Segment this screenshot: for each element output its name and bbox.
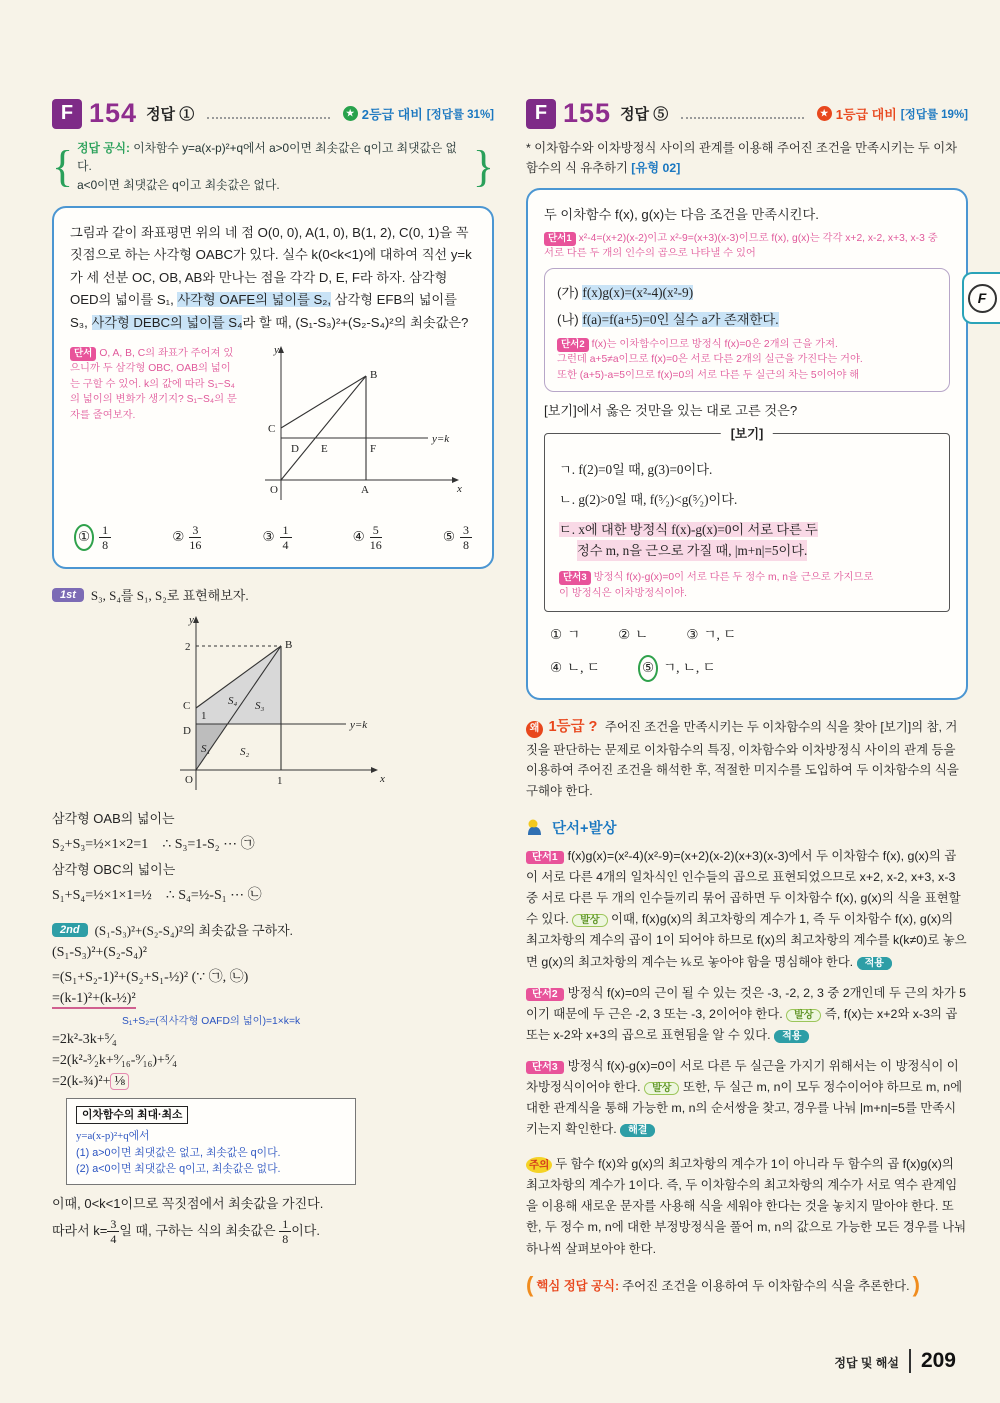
maxmin-box-title: 이차함수의 최대·최소 [76,1106,188,1124]
column-problem-154 [52,98,494,1296]
problem-155-box [526,188,968,700]
label-C: C [267,423,275,436]
dotted-leader [207,108,330,119]
jeokyong-badge: 적용 [857,957,892,970]
label-D: D [290,443,299,456]
hint-section-header [526,817,968,838]
choice-4-number: ④ [352,529,365,545]
problem-155-header [526,98,968,129]
problem-coordinate-graph [243,340,468,510]
answer-formula-box [52,139,494,194]
problem-seg-1: 그림과 같이 좌표평면 위의 네 점 O(0, 0), A(1, 0), B(1, 2), C(0, 1)을 꼭짓점으로 하는 사각형 OABC가 있다. 실수 k(0<k<1)에 대하여 직선 y=k가 세 선분 OC, OB, AB와 만나는 점을 각각 D, E, F라 하자. 삼각형 OED의 넓이를 S₁, [70,224,472,308]
choice-5: ⑤ ㄱ, ㄴ, ㄷ [638,655,716,682]
conclusion-line-2: 따라서 k= $\frac{3}{4}$ 일 때, 구하는 식의 최솟값은 $\frac{1}{8}$ 이다. [52,1216,320,1246]
right-brace: } [472,141,494,191]
boki-box [544,426,950,612]
solution-line: 삼각형 OBC의 넓이는 [52,862,176,878]
section-letter-badge: F [526,99,556,129]
problem-number: 155 [563,98,612,128]
choice-1 [74,524,111,551]
problem-seg-4-highlight: 사각형 DEBC의 넓이를 S₄ [91,314,243,330]
derivation-line-4: =2k²-3k+⁵⁄₄ [52,1032,117,1048]
choice-1-number-circled: ① [74,524,94,551]
grade-badge [817,104,968,123]
condition-a: (가) f(x)g(x)=(x²-4)(x²-9) [557,284,694,300]
problem-subtitle: * 이차함수와 이차방정식 사이의 관계를 이용해 주어진 조건을 만족시키는 두 이차함수의 식 유추하기 [유형 02] [526,141,957,175]
solution-math-line: S₁+S₄=½×1×1=½ ∴ S₄=½-S₁ ⋯ ㉡ [52,888,262,904]
answer-choices-row-1 [544,624,950,647]
type-tag: [유형 02] [631,160,681,175]
maxmin-line-2: (1) a>0이면 최댓값은 없고, 최솟값은 q이다. [76,1146,281,1159]
left-paren: ( [526,1271,534,1297]
choice-3 [262,524,291,551]
derivation-line-2: =(S₁+S₂-1)²+(S₂+S₁-½)² (∵ ㉠, ㉡) [52,970,249,986]
why-first-grade-section [526,716,968,801]
k-value-fraction: $\frac{3}{4}$ [107,1218,119,1245]
boki-item-g: ㄱ. f(2)=0일 때, g(3)=0이다. [559,461,713,477]
side-tab-letter: F [968,284,997,313]
condition-b: (나) f(a)=f(a+5)=0인 실수 a가 존재한다. [557,312,779,328]
hint-header-label: 단서+발상 [552,821,617,838]
hint-person-bulb-icon [526,818,546,838]
balsang-badge: 발상 [572,914,607,927]
section-letter-badge: F [52,99,82,129]
caution-text: 두 함수 f(x)와 g(x)의 최고차항의 계수가 1이 아니라 두 함수의 곱 f(x)g(x)의 최고차항의 계수가 1이다. 즉, 두 이차함수의 최고차항의 계수가 서로 역수 관계임을 이용해 새로운 문자를 사용해 식을 세워야 한다는 것을 놓치지 말아야 한다. 또한, 두 정수 m, n에 대한 부정방정식을 풀어 m, n의 값으로 가능한 모든 경우를 나눠 하나씩 살펴보아야 한다. [526,1157,967,1256]
footer-label: 정답 및 해설 [834,1356,899,1370]
why-title: 1등급 ? [548,718,598,735]
choice-2-fraction: $\frac{3}{16}$ [189,523,202,552]
derivation-line-5: =2(k²-³⁄₂k+⁹⁄₁₆-⁹⁄₁₆)+⁵⁄₄ [52,1053,178,1069]
clue-1-badge: 단서1 [526,851,564,864]
label-F: F [369,443,376,456]
problem-question: [보기]에서 옳은 것만을 있는 대로 고른 것은? [544,403,798,419]
figure-lines [281,376,428,480]
choice-5-fraction: $\frac{3}{8}$ [460,524,472,551]
choice-3-number: ③ [262,529,275,545]
step-1-title: S₃, S₄를 S₁, S₂로 표현해보자. [90,588,249,604]
formula-text [77,139,469,194]
choice-3-fraction: $\frac{1}{4}$ [280,524,292,551]
label-O: O [269,484,278,497]
jeokyong-badge: 적용 [774,1030,809,1043]
clue-note [70,340,241,423]
x-axis-arrow [371,767,378,773]
boki-item-d: ㄷ. x에 대한 방정식 f(x)-g(x)=0이 서로 다른 두 정수 m, n을 근으로 가질 때, |m+n|=5이다. [559,519,935,561]
clue-1-note [544,231,950,262]
tick-1-c: 1 [200,710,206,723]
label-s3: S₃ [254,700,264,713]
label-E: E [320,443,328,456]
maxmin-line-1: y=a(x-p)²+q에서 [76,1130,150,1143]
why-text: 주어진 조건을 만족시키는 두 이차함수의 식을 찾아 [보기]의 참, 거짓을 판단하는 문제로 이차함수의 특징, 이차함수와 이차방정식 사이의 관계 등을 이용하여 주어진 조건을 해석한 후, 적절한 미지수를 도입하여 두 이차함수의 식을 구해야 한다. [526,719,959,798]
clue-3-badge: 단서3 [559,571,591,585]
derivation-line-3: =(k-1)²+(k-½)² [52,991,494,1007]
clue-3-badge: 단서3 [526,1061,564,1074]
balsang-badge: 발상 [644,1082,679,1095]
y-axis-arrow [278,346,284,353]
problem-seg-2-highlight: 사각형 OAFE의 넓이를 S₂, [177,292,332,308]
clue-1-text: x²-4=(x+2)(x-2)이고 x²-9=(x+3)(x-3)이므로 f(x), g(x)는 각각 x+2, x-2, x+3, x-3 중 서로 다른 두 개의 인수의 곱으로 나타낼 수 있어 [544,232,938,260]
conditions-box [544,268,950,393]
page-footer [834,1349,956,1373]
caution-section [526,1154,968,1259]
maxmin-line-3: (2) a<0이면 최댓값은 q이고, 최솟값은 없다. [76,1162,281,1175]
conclusion-line-1: 이때, 0<k<1이므로 꼭짓점에서 최솟값을 가진다. [52,1195,324,1211]
problem-seg-5: 라 할 때, (S₁-S₃)²+(S₂-S₄)²의 최솟값은? [242,314,469,330]
label-A: A [360,484,369,497]
column-problem-155 [526,98,968,1296]
dotted-leader [681,108,804,119]
clue-badge: 단서 [70,347,96,361]
step-2-heading [52,920,494,939]
grade-label: 2등급 대비 [361,107,423,122]
hint-clue-1: 단서1 f(x)g(x)=(x²-4)(x²-9)=(x+2)(x-2)(x+3)(x-3)에서 두 이차함수 f(x), g(x)의 곱이 서로 다른 4개의 일차식인 인수들의 곱으로 표현되었으므로 x+2, x-2, x+3, x-3 중 서로 다른 두 개의 인수들끼리 묶어 곱하면 두 이차함수 f(x), g(x)의 식을 표현할 수 있다. 발상 이때, f(x)g(x)의 최고차항의 계수가 1, 즉 두 이차함수 f(x), g(x)의 최고차항의 계수의 곱이 1이 되어야 하므로 f(x)의 최고차항의 계수를 k(k≠0)로 놓으면 g(x)의 최고차항의 계수는 ¹⁄ₖ로 놓아야 함을 명심해야 한다. 적용 [526,849,967,969]
problem-text [70,225,472,330]
clue-3-note: 단서3 방정식 f(x)-g(x)=0이 서로 다른 두 정수 m, n을 근으로 가지므로 이 방정식은 이차방정식이야. [559,572,874,599]
key-formula-label: 핵심 정답 공식: [536,1278,620,1293]
solution-line: 삼각형 OAB의 넓이는 [52,811,175,827]
step-2-badge: 2nd [52,923,88,937]
key-formula-line [526,1271,968,1297]
boki-item-n: ㄴ. g(2)>0일 때, f(⁵⁄₂)<g(⁵⁄₂)이다. [559,491,738,507]
why-badge: 왜 [526,721,543,738]
answer-rate: [정답률 31%] [426,108,494,121]
grade-label: 1등급 대비 [835,107,897,122]
label-B: B [369,369,377,382]
formula-line-1: 이차함수 y=a(x-p)²+q에서 a>0이면 최솟값은 q이고 최댓값은 없다. [77,141,457,174]
clue-1-badge: 단서1 [544,232,576,246]
choice-1-fraction: $\frac{1}{8}$ [99,524,111,551]
maxmin-reference-box [66,1098,356,1185]
step-1-heading [52,585,494,604]
answer-choices-row-2 [544,655,950,682]
clue-2-badge: 단서2 [557,338,589,352]
solution-graph-wrap [52,610,494,800]
key-formula-text: 주어진 조건을 이용하여 두 이차함수의 식을 추론한다. [622,1278,910,1293]
label-C: C [182,700,190,713]
hint-clue-2: 단서2 방정식 f(x)=0의 근이 될 수 있는 것은 -3, -2, 2, 3 중 2개인데 두 근의 차가 5이기 때문에 두 근은 -2, 3 또는 -3, 2이어야 한다. 발상 즉, f(x)는 x+2와 x-3의 곱 또는 x-2와 x+3의 곱으로 표현됨을 알 수 있다. 적용 [526,985,967,1042]
label-s1: S₁ [200,743,210,756]
derivation-line-6: =2(k-¾)²+ ⅛ [52,1074,494,1090]
answer-label: 정답 ⑤ [620,106,669,123]
choice-5-number-circled: ⑤ [638,655,658,682]
choice-5 [443,524,472,551]
choice-5-number: ⑤ [442,529,455,545]
label-O: O [184,774,193,787]
right-paren: ) [912,1271,920,1297]
formula-line-2: a<0이면 최댓값은 q이고 최솟값은 없다. [77,177,280,192]
answer-label: 정답 ① [146,106,195,123]
problem-154-header [52,98,494,129]
label-B: B [284,639,292,652]
tick-1-a: 1 [276,775,282,788]
balsang-badge: 발상 [786,1009,821,1022]
choice-2-number: ② [172,529,185,545]
clue-2-note: 단서2 f(x)는 이차함수이므로 방정식 f(x)=0은 2개의 근을 가져. 그런데 a+5≠a이므로 f(x)=0은 서로 다른 2개의 실근을 가진다는 거야. 또한 (a+5)-a=5이므로 f(x)=0의 서로 다른 두 실근의 차는 5이어야 해 [557,338,863,381]
problem-number: 154 [89,98,138,128]
problem-seg-3: 삼각형 EFB의 넓이를 S₃, [70,292,457,330]
choice-1: ① ㄱ [550,626,581,642]
label-y-equals-k: y=k [431,433,449,446]
hint-clue-3: 단서3 방정식 f(x)-g(x)=0이 서로 다른 두 실근을 가지기 위해서는 이 방정식이 이차방정식이어야 한다. 발상 또한, 두 실근 m, n이 모두 정수이어야 하므로 m, n에 대한 관계식을 통해 가능한 m, n의 순서쌍을 찾고, 경우를 나눠 |m+n|=5를 만족시키는지 확인한다. 해결 [526,1058,963,1137]
step-1-badge: 1st [52,588,84,602]
step-2-title: (S₁-S₃)²+(S₂-S₄)²의 최솟값을 구하자. [94,923,293,939]
answer-choices [70,524,476,551]
label-y: y [273,344,279,357]
label-y: y [188,614,194,627]
label-x: x [379,773,385,786]
footer-page-number: 209 [909,1349,956,1373]
clue-text: O, A, B, C의 좌표가 주어져 있으니까 두 삼각형 OBC, OAB의 넓이는 구할 수 있어. k의 값에 따라 S₁~S₄의 넓이의 변화가 생기지? S₁~S₄의 문자를 줄여보자. [70,348,237,421]
minimum-fraction: $\frac{1}{8}$ [279,1218,291,1245]
grade-badge [343,104,494,123]
caution-badge: 주의 [526,1157,552,1173]
solution-coordinate-graph [156,610,391,800]
solution-math-line: S₂+S₃=½×1×2=1 ∴ S₃=1-S₂ ⋯ ㉠ [52,837,255,853]
choice-4-fraction: $\frac{5}{16}$ [369,523,382,552]
label-s2: S₂ [239,746,249,759]
star-icon: ★ [343,106,358,121]
choice-2 [172,524,201,551]
label-x: x [456,483,462,496]
label-y-equals-k: y=k [349,719,367,732]
left-brace: { [52,141,74,191]
y-axis-arrow [193,616,199,623]
clue-and-graph-row [70,340,476,510]
formula-label: 정답 공식: [77,141,130,155]
answer-rate: [정답률 19%] [900,108,968,121]
label-s4: S₄ [227,695,237,708]
clue-2-badge: 단서2 [526,988,564,1001]
problem-intro: 두 이차함수 f(x), g(x)는 다음 조건을 만족시킨다. [544,207,819,223]
minimum-value-boxed: ⅛ [110,1073,129,1090]
star-icon: ★ [817,106,832,121]
choice-4: ④ ㄴ, ㄷ [550,659,600,675]
label-D: D [182,725,191,738]
tick-2: 2 [184,641,190,654]
derivation-line-1: (S₁-S₃)²+(S₂-S₄)² [52,945,147,961]
problem-154-box [52,206,494,569]
choice-4 [353,524,382,551]
boki-label: [보기] [721,424,773,445]
haegyeol-badge: 해결 [620,1124,655,1137]
choice-2: ② ㄴ [618,626,649,642]
derivation-note: S₁+S₂=(직사각형 OAFD의 넓이)=1×k=k [122,1016,301,1028]
axes [265,350,455,500]
section-side-tab [962,272,1000,324]
choice-3: ③ ㄱ, ㄷ [686,626,737,642]
